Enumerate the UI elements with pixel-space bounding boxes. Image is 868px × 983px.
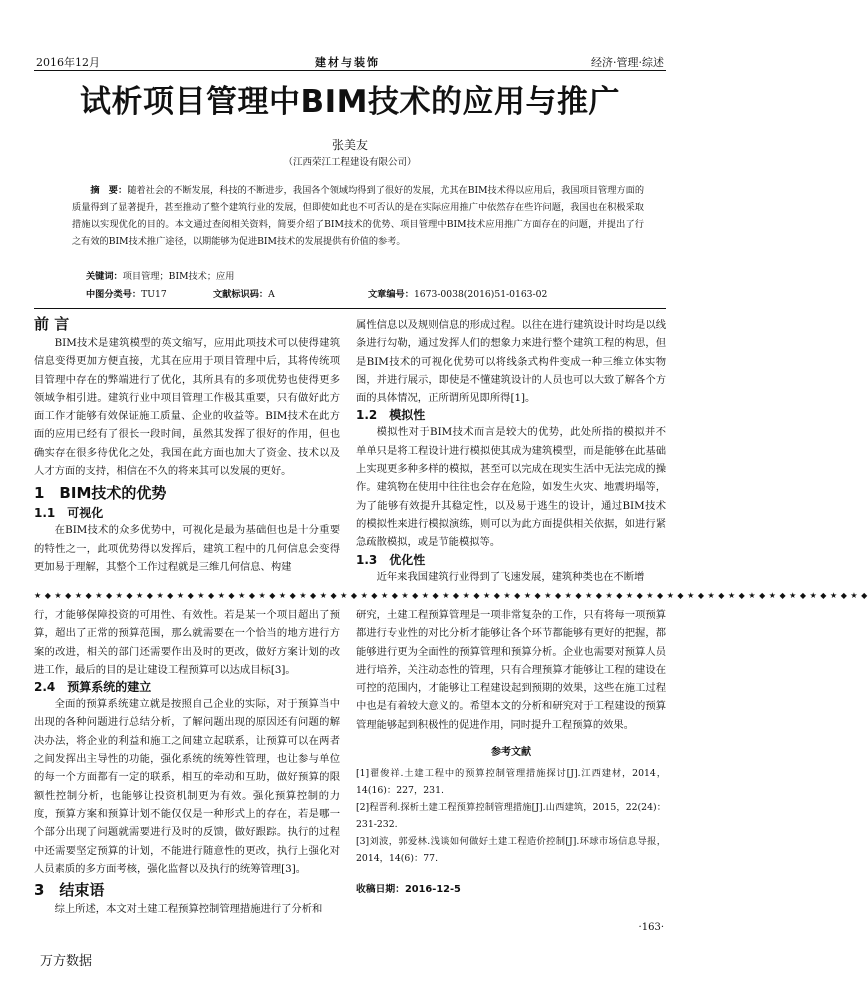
- reference-item: [1]翟俊祥.土建工程中的预算控制管理措施探讨[J].江西建材，2014，14(16)：227，231.: [356, 768, 666, 796]
- classification: [86, 286, 167, 300]
- page-number: ·163·: [638, 922, 664, 933]
- article-id-label: 文章编号：: [368, 289, 414, 300]
- header-journal: 建材与装饰: [315, 56, 380, 69]
- left-column-bottom: [34, 606, 340, 918]
- abstract-rule: [34, 308, 666, 309]
- article-id: [368, 286, 547, 300]
- para-3-cont: 研究，土建工程预算管理是一项非常复杂的工作，只有将每一项预算都进行专业性的对比分析才能够让各个环节都能够有更好的把握，都能够进行更为全面性的预算管理和预算分析。企业也需要对预算人员进行培养，关注动态性的管理，只有合理预算才能够让工程的建设在可控的范围内，才能够让工程建设起到预期的效果，这些在施工过程中也是有着较大意义的。希望本文的分析和研究对于工程建设的预算管理能够起到积极性的促进作用，同时提升工程预算的效果。: [356, 609, 666, 731]
- footer-watermark: 万方数据: [40, 954, 93, 969]
- right-column-top: [356, 316, 666, 586]
- abstract: [72, 182, 644, 250]
- header-section: 经济·管理·综述: [591, 56, 664, 69]
- left-column-top: [34, 314, 340, 576]
- doc-label: 文献标识码：: [213, 289, 269, 300]
- abstract-label: 摘 要：: [90, 185, 128, 196]
- para-intro: BIM技术是建筑模型的英文缩写，应用此项技术可以使得建筑信息变得更加方便直接，尤其在应用于项目管理中后，其将传统项目管理中存在的弊端进行了优化，其所具有的多项优势也使得更多领域争相引进。建筑行业中项目管理工作极其重要，只有做好此方面工作才能够有效保证施工质量、企业的收益等。BIM技术在此方面的应用已经有了很长一段时间，虽然其发挥了很好的作用，但也确实存在很多待优化之处，我国在此方面也加大了资金、技术以及人才方面的支持，相信在不久的将来其可以发展的更好。: [34, 337, 340, 478]
- para-1-3: 近年来我国建筑行业得到了飞速发展，建筑种类也在不断增: [376, 570, 645, 583]
- keywords-text: 项目管理；BIM技术；应用: [122, 271, 235, 282]
- para-1-1: 在BIM技术的众多优势中，可视化是最为基础但也是十分重要的特性之一，此项优势得以发挥后，建筑工程中的几何信息会变得更加易于理解，其整个工作过程就是三维几何信息、构建: [34, 524, 340, 573]
- header-date: 2016年12月: [36, 56, 100, 69]
- references-list: [356, 766, 666, 867]
- para-2-4: 全面的预算系统建立就是按照自己企业的实际，对于预算当中出现的各种问题进行总结分析，了解问题出现的原因还有问题的解决办法，将企业的利益和施工之间建立起联系，让预算可以在两者之间发挥出主导性的功能，强化系统的统筹性管理，也让参与单位的每一个方面都有一定的联系，相互的牵动和互助，做好预算的限额性控制分析，也能够让投资机制更为有效。强化预算控制的力度，预算方案和预算计划不能仅仅是一种形式上的存在，若是哪一个部分出现了问题就需要进行及时的反馈，做好跟踪。执行的过程中还需要坚定预算的计划，不能进行随意性的更改，执行上强化对人员素质的多方面考核，强化监督以及执行的统筹管理[3]。: [34, 698, 340, 875]
- heading-1: 1 BIM技术的优势: [34, 484, 167, 503]
- clc-label: 中图分类号：: [86, 289, 142, 300]
- heading-1-3: 1.3 优化性: [356, 552, 426, 567]
- heading-1-1: 1.1 可视化: [34, 506, 104, 521]
- section-separator: ★ ◆ ★ ◆ ★ ◆ ★ ◆ ★ ◆ ★ ◆ ★ ◆ ★ ◆ ★ ◆ ★ ◆ ★ ◆ ★ ◆ ★ ◆ ★ ◆ ★ ◆ ★ ◆ ★ ◆ ★ ◆ ★ ◆ ★ ◆ ★ ◆ ★ ◆ ★ ◆ ★ ◆ ★ ◆ ★ ◆ ★ ◆ ★ ◆ ★ ◆ ★ ◆ ★ ◆ ★ ◆ ★ ◆ ★ ◆ ★ ◆ ★ ◆ ★ ◆ ★ ◆ ★ ◆ ★ ◆ ★ ◆: [34, 591, 868, 600]
- para-1-2: 模拟性对于BIM技术而言是较大的优势，此处所指的模拟并不单单只是将工程设计进行模拟使其成为建筑模型，而是能够在此基础上实现更多种多样的模拟，甚至可以完成在现实生活中无法完成的操作。建筑物在使用中往往也会存在危险，如发生火灾、地震坍塌等，为了能够有效提升其稳定性，以及易于逃生的设计，通过BIM技术的模拟性来进行模拟演练，则可以为此方面提供相关依据，如进行紧急疏散模拟，或是节能模拟等。: [356, 426, 666, 549]
- para-2-3-cont: 行，才能够保障投资的可用性、有效性。若是某一个项目超出了预算，超出了正常的预算范围，那么就需要在一个恰当的地方进行方案的改进，相关的部门还需要作出及时的更改，做好方案计划的改进工作，最后的目的是让建设工程预算可以达成目标[3]。: [34, 609, 340, 676]
- clc-value: TU17: [141, 289, 167, 300]
- heading-3: 3 结束语: [34, 881, 105, 900]
- paper-title: 试析项目管理中BIM技术的应用与推广: [79, 84, 620, 120]
- reference-item: [2]程晋利.探析土建工程预算控制管理措施[J].山西建筑，2015，22(24)：231-232.: [356, 802, 666, 830]
- para-1-1-cont: 属性信息以及规则信息的形成过程。以往在进行建筑设计时均是以线条进行勾勒，通过发挥人们的想象力来进行整个建筑工程的构思，但是BIM技术的可视化优势可以将线条式构件变成一种三维立体实物图，并进行展示，即使是不懂建筑设计的人员也可以大致了解各个方面的具体情况，正所谓所见即所得[1]。: [356, 319, 666, 405]
- header-rule: [34, 70, 666, 71]
- abstract-text: 随着社会的不断发展，科技的不断进步，我国各个领域均得到了很好的发展，尤其在BIM技术得以应用后，我国项目管理方面的质量得到了显著提升，甚至推动了整个建筑行业的发展，但即使如此也不可否认的是在实际应用推广中依然存在些许问题，我国也在积极采取措施以实现优化的目的。本文通过查阅相关资料，简要介绍了BIM技术的优势、项目管理中BIM技术应用推广方面存在的问题，并提出了行之有效的BIM技术推广途径，以期能够为促进BIM技术的发展提供有价值的参考。: [72, 185, 645, 247]
- heading-intro: 前 言: [34, 315, 70, 333]
- reference-item: [3]刘波，郭爱林.浅谈如何做好土建工程造价控制[J].环球市场信息导报，2014，14(6)：77.: [356, 836, 666, 864]
- keywords-label: 关键词：: [86, 271, 123, 282]
- heading-1-2: 1.2 模拟性: [356, 408, 426, 423]
- affiliation: （江西荣江工程建设有限公司）: [283, 157, 417, 168]
- right-column-bottom: [356, 606, 666, 900]
- received-date: 收稿日期：2016-12-5: [356, 884, 461, 896]
- doc-code: [213, 286, 275, 300]
- heading-2-4: 2.4 预算系统的建立: [34, 680, 152, 695]
- doc-value: A: [268, 289, 275, 300]
- author: 张美友: [331, 138, 368, 152]
- keywords: [86, 268, 234, 282]
- references-title: 参考文献: [491, 747, 531, 759]
- article-id-value: 1673-0038(2016)51-0163-02: [413, 289, 548, 300]
- para-3: 综上所述，本文对土建工程预算控制管理措施进行了分析和: [54, 903, 323, 916]
